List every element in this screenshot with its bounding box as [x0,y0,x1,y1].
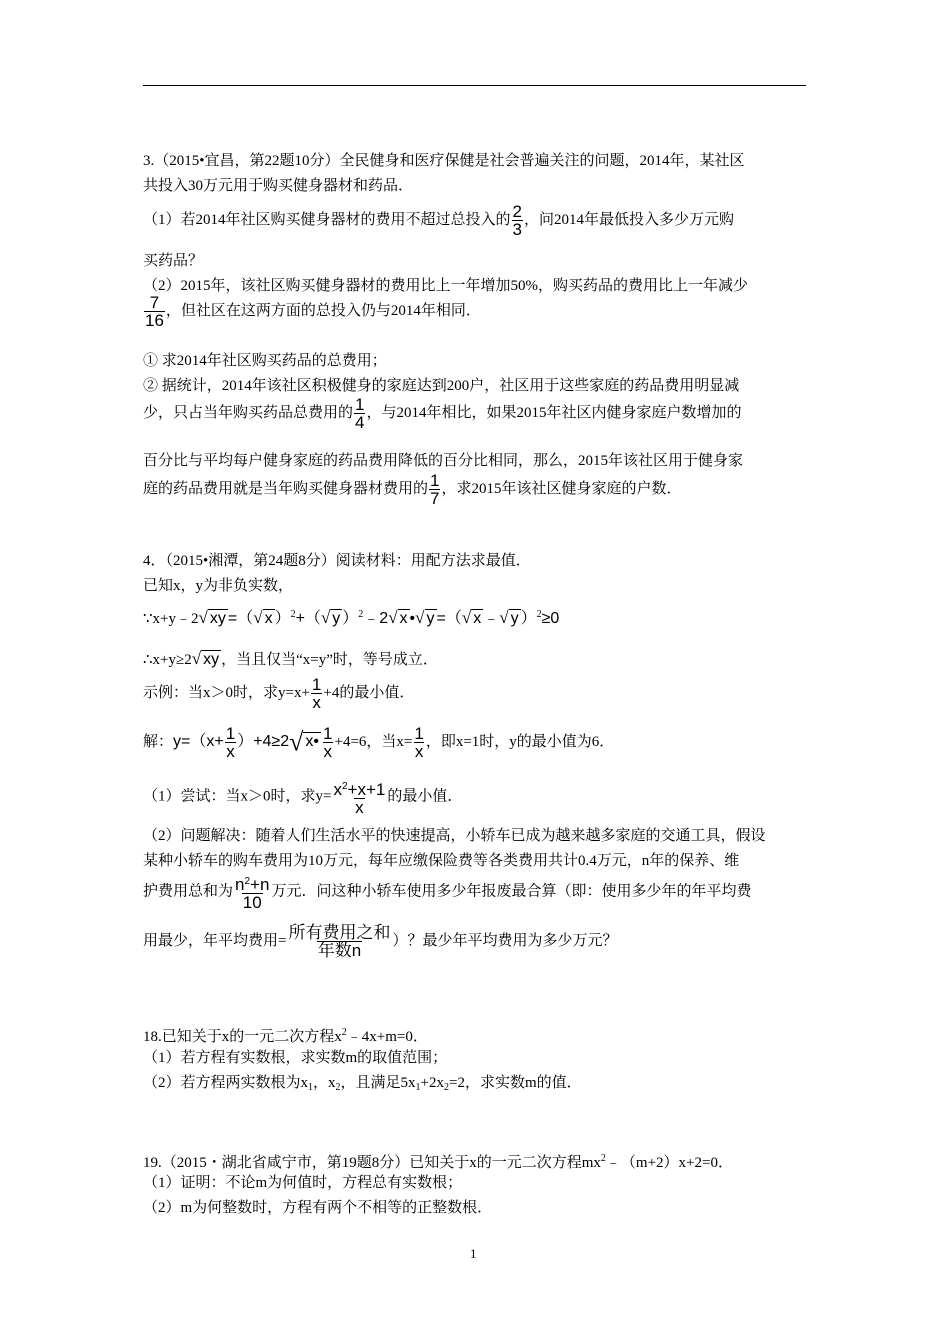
fraction-n2n-10: $\frac{n^2+n}{10}$ [235,875,270,912]
p4-line-2: 已知x，y为非负实数， [143,578,294,594]
p4-line-5: 示例：当x＞0时，求y=x+ $\frac{1}{x}$ +4的最小值． [143,675,415,712]
p3-line-3: （1）若2014年社区购买健身器材的费用不超过总投入的 $\frac{2}{3}$ ，问2014年最低投入多少万元购 [143,202,734,239]
p3-line-9: 少，只占当年购买药品总费用的 $\frac{1}{4}$ ，与2014年相比，如果2015年社区内健身家庭户数增加的 [143,395,742,432]
fraction-2-3: $\frac{2}{3}$ [512,202,522,239]
radical-xy: xy [209,610,226,627]
p4-line-11: 用最少，年平均费用= $\frac{\text{所有费用之和}}{\text{年数n}}$ ）？最少年平均费用为多少万元？ [143,923,618,960]
p19-line-3: （2）m为何整数时，方程有两个不相等的正整数根． [143,1200,493,1216]
p4-line-7: （1）尝试：当x＞0时，求y= $\frac{x^2+x+1}{x}$ 的最小值． [143,780,463,817]
p4-line-1: 4．（2015•湘潭，第24题8分）阅读材料：用配方法求最值． [143,553,531,569]
p19-line-2: （1）证明：不论m为何值时，方程总有实数根； [143,1175,463,1191]
p4-line-6: 解：y=（x+ $\frac{1}{x}$ ）+4≥2√ x• $\frac{1}{x}$ +4=6，当x= $\frac{1}{x}$ ，即x=1时，y的最小值为6． [143,724,615,761]
p4-line-3: ∵x+y﹣2√ xy =（√ x ）$^2$+（√ y ）$^2$﹣2√ x •√ y =（√ x ﹣√ y ）$^2$≥0 [143,608,560,627]
p4-line-4: ∴x+y≥2√ xy ，当且仅当“x=y”时，等号成立． [143,649,438,668]
p3-line-10: 百分比与平均每户健身家庭的药品费用降低的百分比相同，那么，2015年该社区用于健身家 [143,453,744,469]
p19-line-1: 19.（2015・湖北省咸宁市，第19题8分）已知关于x的一元二次方程$mx^2﹣(m+2)x+2=0$． [143,1153,733,1171]
p3-line-6: $\frac{7}{16}$ ，但社区在这两方面的总投入仍与2014年相同． [145,293,481,330]
p3-line-5: （2）2015年，该社区购买健身器材的费用比上一年增加50%，购买药品的费用比上一年减少 [143,278,748,294]
p4-line-8: （2）问题解决：随着人们生活水平的快速提高，小轿车已成为越来越多家庭的交通工具，假设 [143,828,766,844]
p3-line-7: ① 求2014年社区购买药品的总费用； [143,353,387,369]
fraction-1-x: $\frac{1}{x}$ [311,675,322,712]
p4-line-10: 护费用总和为 $\frac{n^2+n}{10}$ 万元．问这种小轿车使用多少年报废最合算（即：使用多少年的年平均费 [143,875,752,912]
p18-line-1: 18.已知关于x的一元二次方程$x^2﹣4x+m=0$． [143,1027,428,1045]
p3-line-11: 庭的药品费用就是当年购买健身器材费用的 $\frac{1}{7}$ ，求2015年该社区健身家庭的户数． [143,471,682,508]
fraction-7-16: $\frac{7}{16}$ [145,293,164,330]
p18-line-3: （2）若方程两实数根为$x_1$，$x_2$，且满足$5x_1+2x_2=2$，求实数m的值． [143,1075,582,1093]
p4-line-9: 某种小轿车的购车费用为10万元，每年应缴保险费等各类费用共计0.4万元，n年的保养、维 [143,853,740,869]
p3-line-4: 买药品？ [143,253,204,269]
p3-line-1: 3.（2015•宜昌，第22题10分）全民健身和医疗保健是社会普遍关注的问题，2014年，某社区 [143,153,745,169]
fraction-1-4: $\frac{1}{4}$ [355,395,365,432]
p3-line-2: 共投入30万元用于购买健身器材和药品． [143,178,414,194]
fraction-average-cost: $\frac{\text{所有费用之和}}{\text{年数n}}$ [288,923,391,960]
page-number: 1 [470,1246,477,1261]
fraction-1-7: $\frac{1}{7}$ [430,471,440,508]
p3-line-8: ② 据统计，2014年该社区积极健身的家庭达到200户，社区用于这些家庭的药品费用明显减 [143,378,740,394]
fraction-x2x1-x: $\frac{x^2+x+1}{x}$ [333,780,386,817]
p18-line-2: （1）若方程有实数根，求实数m的取值范围； [143,1050,448,1066]
header-rule [143,85,806,86]
